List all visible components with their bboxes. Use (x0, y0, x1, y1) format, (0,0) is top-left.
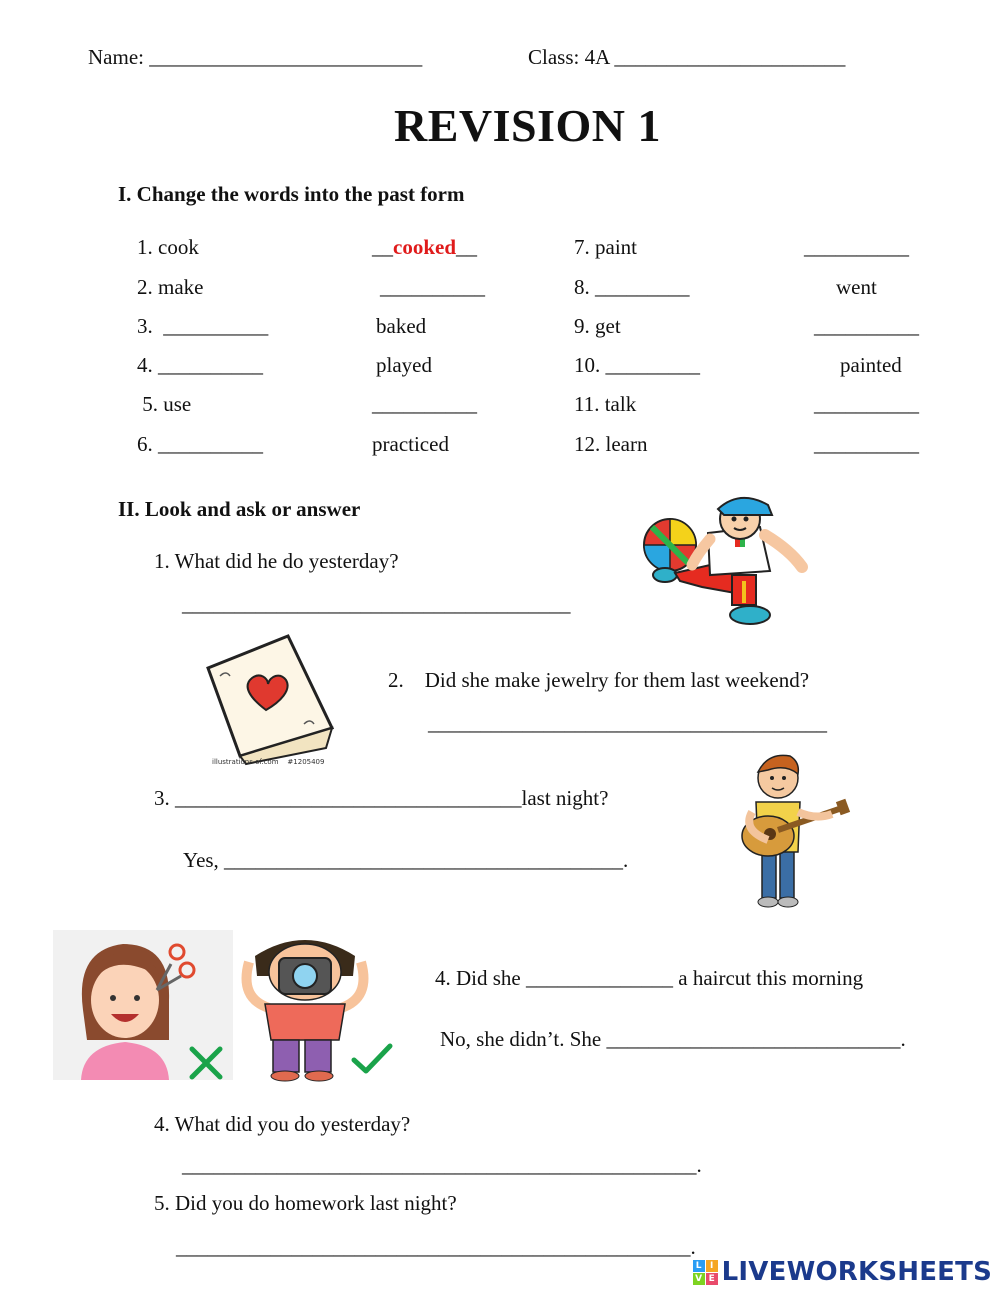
item-9-answer[interactable]: __________ (814, 314, 919, 338)
item-5-word: 5. use (137, 392, 192, 416)
section1-heading: I. Change the words into the past form (118, 182, 465, 206)
item-10-answer: painted (840, 353, 902, 377)
question-5-answer-line[interactable]: _________________________________________________. (182, 1153, 702, 1177)
name-field-label: Name: __________________________ (88, 45, 423, 69)
item-2-answer[interactable]: __________ (380, 275, 485, 299)
question-6: 5. Did you do homework last night? (154, 1191, 457, 1215)
item-11-word: 11. talk (574, 392, 637, 416)
item-1-word: 1. cook (137, 235, 199, 259)
item-12-word: 12. learn (574, 432, 648, 456)
boy-kicking-ball-icon (640, 495, 810, 630)
section2-heading: II. Look and ask or answer (118, 497, 361, 521)
item-1-answer-text: cooked (393, 235, 456, 259)
liveworksheets-watermark (693, 1257, 992, 1287)
item-11-answer[interactable]: __________ (814, 392, 919, 416)
item-8-word[interactable]: 8. _________ (574, 275, 690, 299)
question-6-answer-line[interactable]: _________________________________________________. (176, 1235, 696, 1259)
watermark-text: LIVEWORKSHEETS (721, 1257, 992, 1287)
liveworksheets-logo-icon: L I V E (693, 1260, 718, 1285)
item-2-word: 2. make (137, 275, 204, 299)
question-3-answer[interactable]: Yes, ______________________________________. (183, 848, 629, 872)
green-check-icon (350, 1042, 394, 1076)
item-1-answer: __cooked__ (372, 235, 477, 259)
item-6-answer: practiced (372, 432, 449, 456)
question-2: 2. Did she make jewelry for them last weekend? (388, 668, 810, 692)
heart-card-icon (200, 628, 340, 773)
item-7-word: 7. paint (574, 235, 637, 259)
question-5: 4. What did you do yesterday? (154, 1112, 411, 1136)
item-5-answer[interactable]: __________ (372, 392, 477, 416)
question-4-answer[interactable]: No, she didn’t. She ____________________________. (440, 1027, 906, 1051)
boy-playing-guitar-icon (738, 750, 860, 912)
item-10-word[interactable]: 10. _________ (574, 353, 700, 377)
question-1: 1. What did he do yesterday? (154, 549, 399, 573)
question-2-answer-line[interactable]: ______________________________________ (428, 711, 827, 735)
question-1-answer-line[interactable]: _____________________________________ (182, 592, 571, 616)
item-3-answer: baked (376, 314, 427, 338)
item-12-answer[interactable]: __________ (814, 432, 919, 456)
item-3-word[interactable]: 3. __________ (137, 314, 269, 338)
item-8-answer: went (836, 275, 877, 299)
question-4[interactable]: 4. Did she ______________ a haircut this morning (435, 966, 864, 990)
card-caption: illustrations of.com #1205409 (212, 758, 325, 766)
item-4-word[interactable]: 4. __________ (137, 353, 263, 377)
item-6-word[interactable]: 6. __________ (137, 432, 263, 456)
item-4-answer: played (376, 353, 432, 377)
question-3[interactable]: 3. _________________________________last night? (154, 786, 609, 810)
red-cross-icon (188, 1046, 224, 1080)
item-7-answer[interactable]: __________ (804, 235, 909, 259)
page-title: REVISION 1 (393, 100, 661, 151)
class-field-label: Class: 4A ______________________ (528, 45, 846, 69)
item-9-word: 9. get (574, 314, 621, 338)
